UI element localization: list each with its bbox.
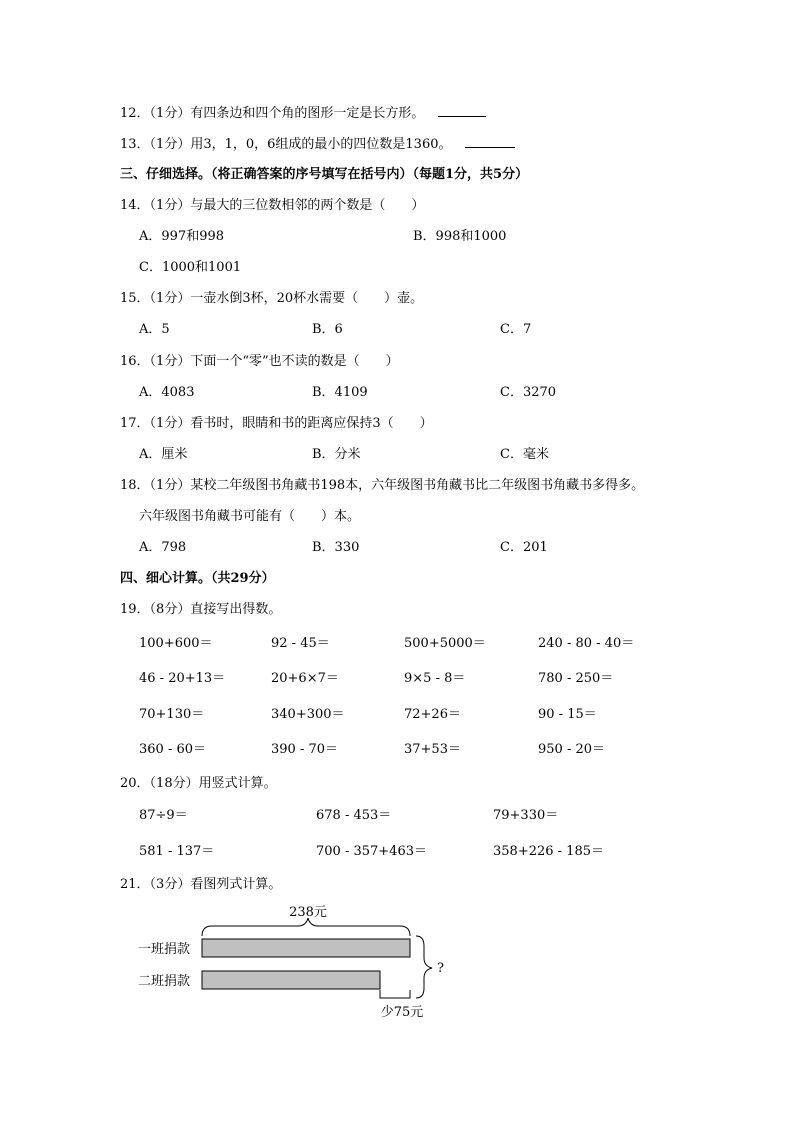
question-16-option-b[interactable]: B．4109: [312, 385, 368, 400]
question-16-stem: 16．（1分）下面一个“零”也不读的数是（ ）: [120, 354, 399, 369]
total-question-mark: ?: [437, 961, 444, 976]
question-14-option-a[interactable]: A．997和998: [139, 229, 225, 244]
calc-item: 20+6×7＝: [271, 671, 339, 686]
class2-bar: [202, 971, 380, 989]
question-18-stem-continued: 六年级图书角藏书可能有（ ）本。: [139, 509, 361, 524]
question-14-stem: 14．（1分）与最大的三位数相邻的两个数是（ ）: [120, 198, 425, 213]
question-20-stem: 20．（18分）用竖式计算。: [120, 776, 277, 791]
answer-blank-12[interactable]: [438, 104, 486, 117]
question-13-text: 13．（1分）用3，1，0，6组成的最小的四位数是1360。: [120, 137, 452, 152]
question-16-option-c[interactable]: C．3270: [500, 385, 557, 400]
calc-item: 90 - 15＝: [538, 707, 597, 722]
section-4-heading: 四、细心计算。（共29分）: [120, 571, 275, 586]
section-3-heading: 三、仔细选择。（将正确答案的序号填写在括号内）（每题1分，共5分）: [120, 167, 529, 182]
class1-bar: [202, 939, 410, 957]
top-brace: [202, 918, 410, 936]
calc-item: 9×5 - 8＝: [404, 671, 466, 686]
calc-item: 340+300＝: [271, 707, 345, 722]
question-17-stem: 17．（1分）看书时，眼睛和书的距离应保持3（ ）: [120, 416, 433, 431]
question-16-option-a[interactable]: A．4083: [139, 385, 195, 400]
question-17-option-c[interactable]: C．毫米: [500, 447, 549, 462]
calc-item: 92 - 45＝: [271, 636, 330, 651]
difference-label: 少75元: [380, 1005, 424, 1020]
question-12-text: 12．（1分）有四条边和四个角的图形一定是长方形。: [120, 106, 425, 121]
question-18-option-b[interactable]: B．330: [312, 540, 360, 555]
question-17-option-b[interactable]: B．分米: [312, 447, 361, 462]
diagram-top-label: 238元: [289, 905, 327, 920]
question-18-stem: 18．（1分）某校二年级图书角藏书198本，六年级图书角藏书比二年级图书角藏书多得多。: [120, 478, 645, 493]
question-15-option-a[interactable]: A．5: [139, 322, 170, 337]
calc-item: 46 - 20+13＝: [139, 671, 226, 686]
calc-item: 950 - 20＝: [538, 742, 606, 757]
question-14-option-b[interactable]: B．998和1000: [413, 229, 507, 244]
calc-item: 72+26＝: [404, 707, 461, 722]
question-19-stem: 19．（8分）直接写出得数。: [120, 602, 282, 617]
vertical-calc-item: 79+330＝: [493, 808, 559, 823]
vertical-calc-item: 581 - 137＝: [139, 844, 215, 859]
vertical-calc-item: 678 - 453＝: [316, 808, 392, 823]
calc-item: 780 - 250＝: [538, 671, 614, 686]
answer-blank-13[interactable]: [465, 135, 515, 148]
question-14-option-c[interactable]: C．1000和1001: [139, 260, 242, 275]
vertical-calc-item: 358+226 - 185＝: [493, 844, 604, 859]
calc-item: 360 - 60＝: [139, 742, 207, 757]
question-15-option-c[interactable]: C．7: [500, 322, 532, 337]
question-18-option-c[interactable]: C．201: [500, 540, 548, 555]
question-17-option-a[interactable]: A．厘米: [139, 447, 188, 462]
calc-item: 390 - 70＝: [271, 742, 339, 757]
vertical-calc-item: 700 - 357+463＝: [316, 844, 427, 859]
calc-item: 100+600＝: [139, 636, 213, 651]
calc-item: 37+53＝: [404, 742, 461, 757]
question-18-option-a[interactable]: A．798: [139, 540, 187, 555]
question-15-option-b[interactable]: B．6: [312, 322, 343, 337]
question-12: [120, 104, 486, 123]
question-13: [120, 135, 515, 154]
class2-label: 二班捐款: [138, 974, 191, 989]
calc-item: 70+130＝: [139, 707, 205, 722]
calc-item: 240 - 80 - 40＝: [538, 636, 635, 651]
difference-bracket: [380, 990, 410, 998]
question-21-stem: 21．（3分）看图列式计算。: [120, 877, 282, 892]
donation-bar-diagram: [130, 896, 470, 1026]
question-15-stem: 15．（1分）一壶水倒3杯，20杯水需要（ ）壶。: [120, 291, 424, 306]
right-brace: [416, 936, 432, 998]
calc-item: 500+5000＝: [404, 636, 486, 651]
vertical-calc-item: 87÷9＝: [139, 808, 188, 823]
class1-label: 一班捐款: [138, 942, 191, 957]
